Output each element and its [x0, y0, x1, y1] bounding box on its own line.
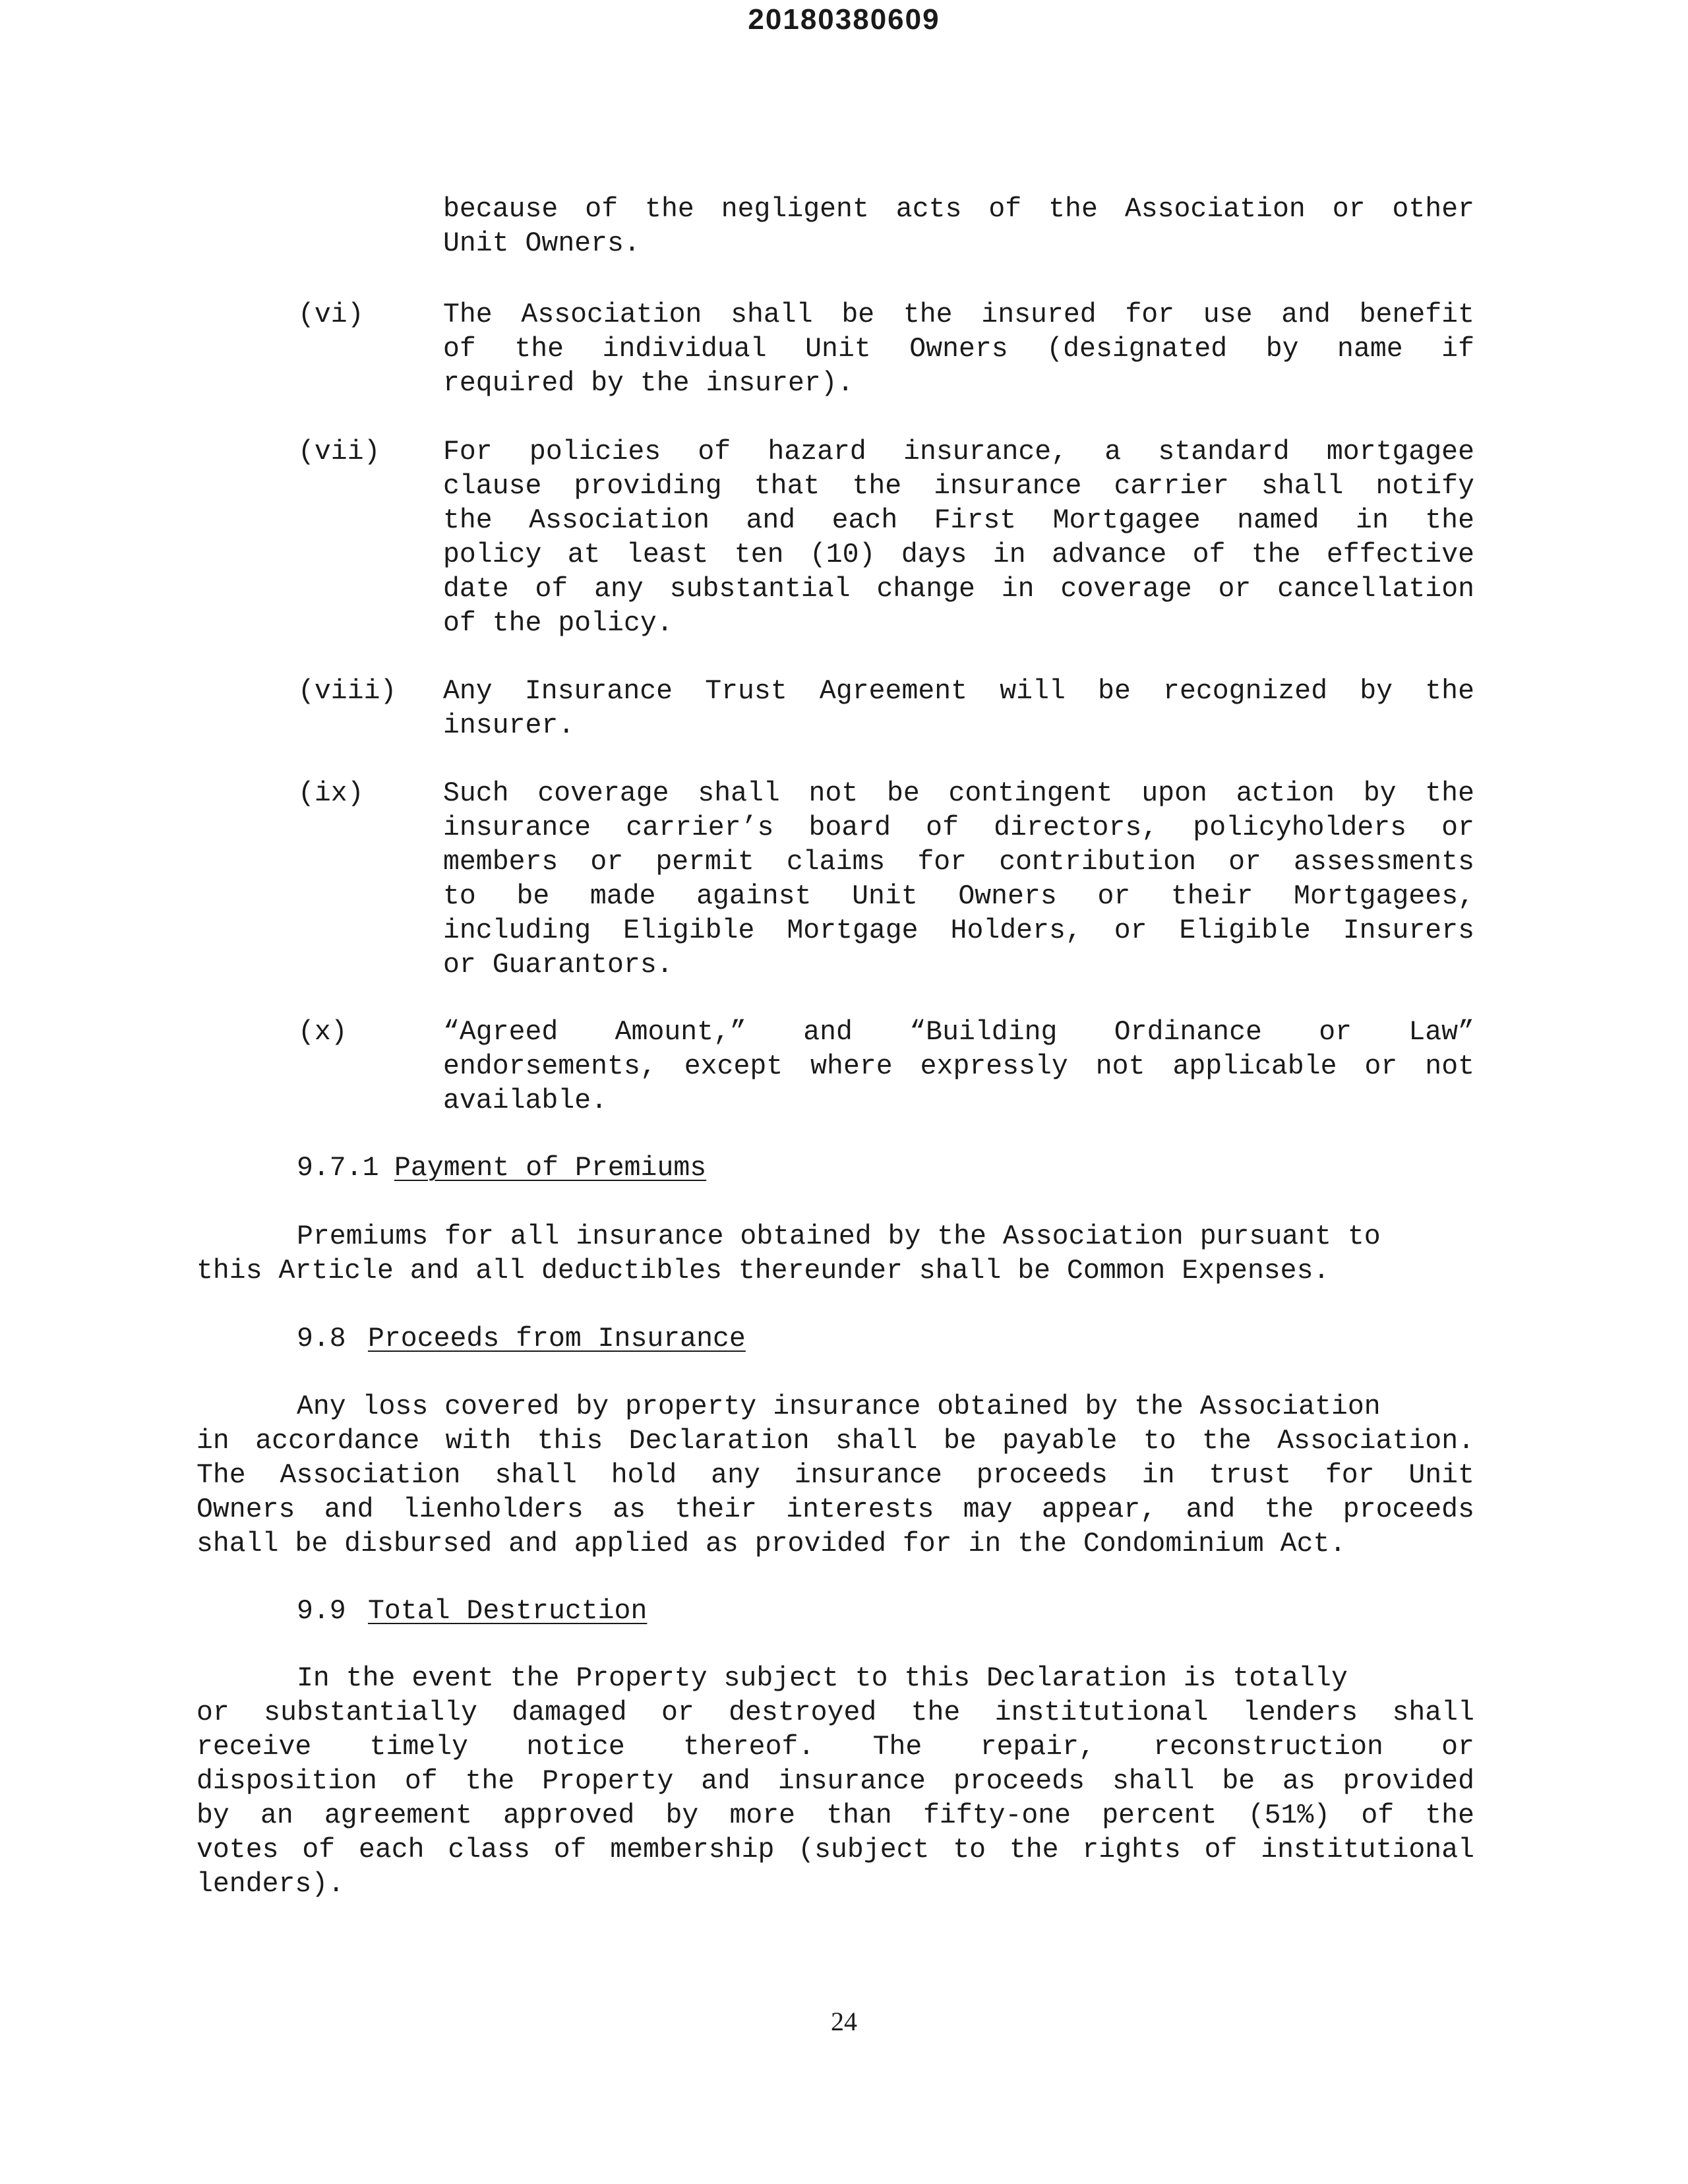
text-line: Premiums for all insurance obtained by the Association pursuant to	[297, 1221, 1381, 1252]
text-line: The Association shall hold any insurance proceeds in trust for Unit	[196, 1460, 1474, 1491]
list-item-marker: (vii)	[298, 437, 380, 468]
text-line: insurance carrier’s board of directors, policyholders or	[443, 812, 1474, 843]
text-line: disposition of the Property and insurance proceeds shall be as provided	[196, 1766, 1474, 1797]
text-line: by an agreement approved by more than fifty-one percent (51%) of the	[196, 1800, 1474, 1831]
list-item-continuation	[443, 193, 1474, 261]
text-line: members or permit claims for contribution or assessments	[443, 847, 1474, 878]
list-item	[443, 1016, 1474, 1118]
text-line: Any Insurance Trust Agreement will be recognized by the	[443, 676, 1474, 707]
list-item-marker: (x)	[298, 1017, 347, 1048]
list-item-marker: (ix)	[298, 778, 364, 809]
section-title: Payment of Premiums	[394, 1153, 707, 1184]
text-line: because of the negligent acts of the Association or other	[443, 194, 1474, 225]
text-line: to be made against Unit Owners or their Mortgagees,	[443, 881, 1474, 912]
text-line: endorsements, except where expressly not applicable or not	[443, 1051, 1474, 1082]
page-number: 24	[831, 2007, 857, 2036]
text-line: Owners and lienholders as their interests may appear, and the proceeds	[196, 1494, 1474, 1525]
text-line: Unit Owners.	[443, 228, 640, 259]
section-paragraph	[196, 1662, 1474, 1902]
section-paragraph	[196, 1220, 1474, 1289]
section-title: Proceeds from Insurance	[368, 1323, 746, 1354]
text-line: or substantially damaged or destroyed the institutional lenders shall	[196, 1697, 1474, 1728]
list-item-marker: (viii)	[298, 676, 397, 707]
text-line: For policies of hazard insurance, a standard mortgagee	[443, 437, 1474, 468]
text-line: Any loss covered by property insurance obtained by the Association	[297, 1391, 1381, 1422]
text-line: In the event the Property subject to this Declaration is totally	[297, 1663, 1348, 1694]
text-line: lenders).	[196, 1869, 345, 1900]
text-line: required by the insurer).	[443, 368, 854, 399]
section-heading	[297, 1151, 379, 1186]
list-item-marker: (vi)	[298, 299, 364, 330]
text-line: including Eligible Mortgage Holders, or Eligible Insurers	[443, 915, 1474, 946]
text-line: date of any substantial change in coverage or cancellation	[443, 574, 1474, 605]
text-line: of the policy.	[443, 608, 673, 639]
text-line: clause providing that the insurance carrier shall notify	[443, 471, 1474, 502]
section-heading	[297, 1322, 346, 1356]
text-line: The Association shall be the insured for use and benefit	[443, 299, 1474, 330]
section-number: 9.9	[297, 1596, 346, 1627]
section-title: Total Destruction	[368, 1596, 648, 1627]
section-number: 9.7.1	[297, 1153, 379, 1184]
text-line: policy at least ten (10) days in advance of the effective	[443, 539, 1474, 570]
text-line: or Guarantors.	[443, 950, 673, 981]
text-line: in accordance with this Declaration shall be payable to the Association.	[196, 1426, 1474, 1457]
document-number: 20180380609	[748, 3, 940, 36]
text-line: of the individual Unit Owners (designated by name if	[443, 334, 1474, 365]
text-line: Such coverage shall not be contingent upon action by the	[443, 778, 1474, 809]
text-line: receive timely notice thereof. The repair, reconstruction or	[196, 1732, 1474, 1763]
section-paragraph	[196, 1390, 1474, 1562]
text-line: insurer.	[443, 710, 575, 741]
text-line: available.	[443, 1085, 608, 1116]
list-item	[443, 675, 1474, 743]
section-number: 9.8	[297, 1323, 346, 1354]
text-line: shall be disbursed and applied as provided for in the Condominium Act.	[196, 1529, 1346, 1560]
text-line: “Agreed Amount,” and “Building Ordinance or Law”	[443, 1017, 1474, 1048]
list-item	[443, 298, 1474, 401]
list-item	[443, 777, 1474, 983]
list-item	[443, 435, 1474, 641]
text-line: votes of each class of membership (subject to the rights of institutional	[196, 1835, 1474, 1866]
text-line: the Association and each First Mortgagee named in the	[443, 505, 1474, 536]
section-heading	[297, 1594, 346, 1629]
text-line: this Article and all deductibles thereunder shall be Common Expenses.	[196, 1256, 1330, 1287]
